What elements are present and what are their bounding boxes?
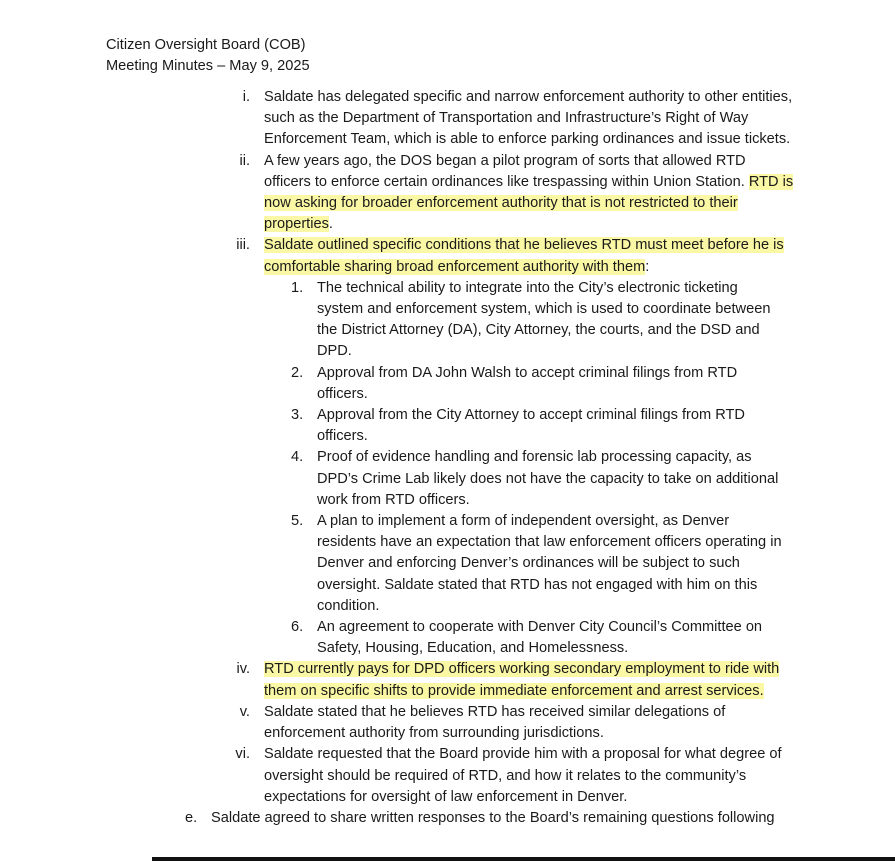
list-item-text: Saldate requested that the Board provide him with a proposal for what degree of oversight should be required of RTD, and how it relates to the community’s expectations for oversight of law enforcement in Denver. <box>264 746 782 805</box>
list-item-text: Saldate agreed to share written responses to the Board’s remaining questions following <box>211 809 775 826</box>
list-item-5 <box>0 511 895 617</box>
list-marker: 6. <box>291 619 304 636</box>
list-item-text: Proof of evidence handling and forensic lab processing capacity, as DPD’s Crime Lab likely does not have the capacity to take on additional work from RTD officers. <box>317 449 779 508</box>
list-item-text <box>264 151 794 236</box>
list-marker: iii. <box>236 237 250 254</box>
list-item-4 <box>0 447 895 511</box>
list-item-text: An agreement to cooperate with Denver City Council’s Committee on Safety, Housing, Education, and Homelessness. <box>317 619 763 657</box>
list-item-text: Approval from DA John Walsh to accept criminal filings from RTD officers. <box>317 364 738 402</box>
list-item-ii <box>0 151 895 236</box>
list-item-text: The technical ability to integrate into the City’s electronic ticketing system and enforcement system, which is used to coordinate between the District Attorney (DA), City Attorney, the courts, and the DSD and DPD. <box>317 279 771 360</box>
header-date: Meeting Minutes – May 9, 2025 <box>106 57 310 74</box>
header-title: Citizen Oversight Board (COB) <box>106 37 306 53</box>
list-marker: i. <box>242 89 250 105</box>
list-marker: 1. <box>291 279 304 296</box>
list-item-iv <box>0 659 895 701</box>
list-item-2 <box>0 363 895 405</box>
highlighted-text: RTD currently pays for DPD officers working secondary employment to ride with them on specific shifts to provide immediate enforcement and arrest services. <box>264 661 780 699</box>
minutes-list <box>0 87 895 829</box>
list-item-text: Saldate stated that he believes RTD has received similar delegations of enforcement authority from surrounding jurisdictions. <box>264 703 726 742</box>
list-item-3 <box>0 405 895 447</box>
text-segment: : <box>645 258 650 275</box>
list-item-iii <box>0 235 895 277</box>
list-marker: 4. <box>291 449 304 466</box>
list-item-text <box>264 235 794 277</box>
list-item-e <box>0 808 895 829</box>
page-bottom-border <box>152 857 895 861</box>
list-marker: e. <box>185 809 198 826</box>
list-marker: iv. <box>236 661 250 678</box>
highlighted-text: Saldate outlined specific conditions that he believes RTD must meet before he is comfortable sharing broad enforcement authority with them <box>264 237 784 275</box>
highlighted-text: RTD is now asking for broader enforcement authority that is not restricted to their properties <box>264 173 794 233</box>
text-segment: A few years ago, the DOS began a pilot program of sorts that allowed RTD officers to enforce certain ordinances like trespassing within Union Station. <box>264 152 749 190</box>
list-item-v <box>0 702 895 744</box>
document-header <box>106 35 310 76</box>
list-marker: 2. <box>291 364 304 381</box>
list-marker: vi. <box>235 746 250 763</box>
list-item-vi <box>0 744 895 808</box>
list-item-6 <box>0 617 895 659</box>
list-marker: 5. <box>291 513 304 530</box>
list-item-text: Saldate has delegated specific and narrow enforcement authority to other entities, such as the Department of Transportation and Infrastructure’s Right of Way Enforcement Team, which is able to enforce parking ordinances and issue tickets. <box>264 89 793 148</box>
list-item-text: A plan to implement a form of independent oversight, as Denver residents have an expectation that law enforcement officers operating in Denver and enforcing Denver’s ordinances will be subject to such oversight. Saldate stated that RTD has not engaged with him on this condition. <box>317 513 782 614</box>
list-marker: v. <box>239 703 250 720</box>
list-marker: 3. <box>291 407 304 424</box>
text-segment: . <box>328 216 333 233</box>
list-marker: ii. <box>239 152 250 169</box>
list-item-text: Approval from the City Attorney to accept criminal filings from RTD officers. <box>317 407 745 445</box>
list-item-text <box>264 659 794 701</box>
list-item-1 <box>0 278 895 363</box>
list-item-i <box>0 87 895 151</box>
